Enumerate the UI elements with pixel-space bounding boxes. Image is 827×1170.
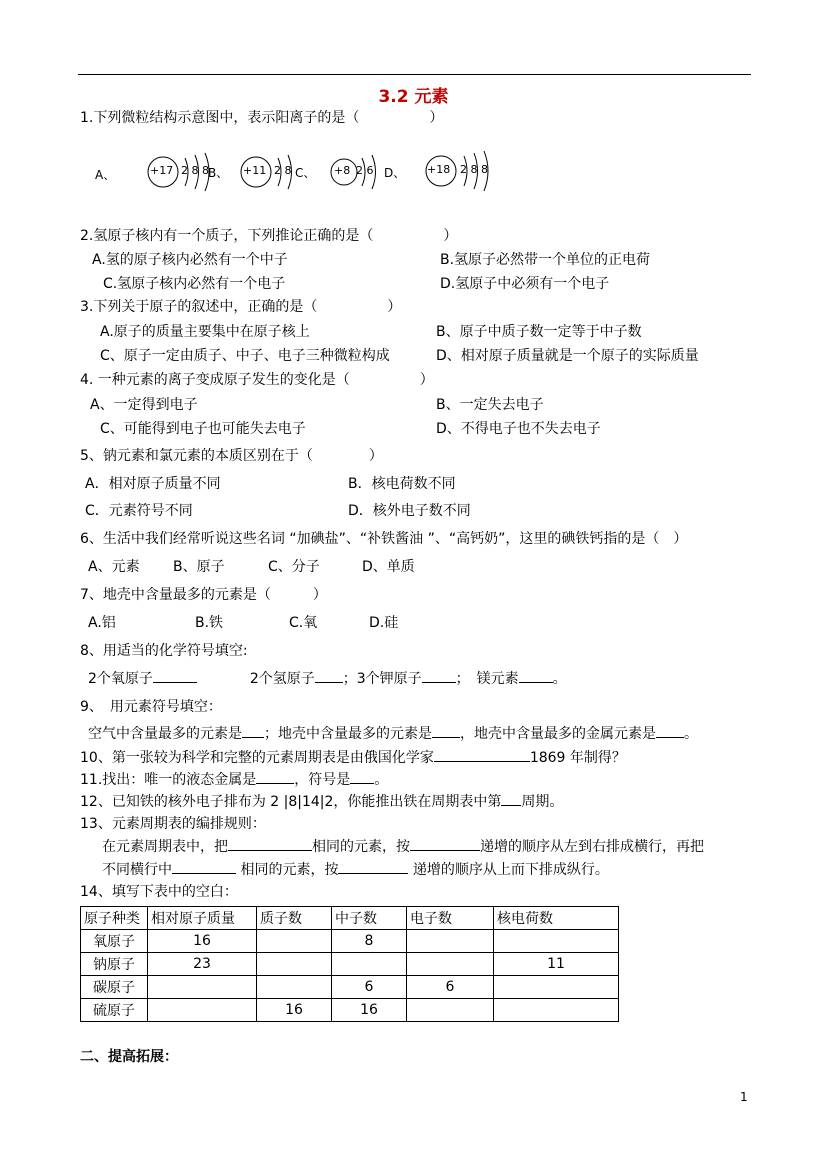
page-title: 3.2 元素 <box>378 87 449 107</box>
table-row <box>81 953 619 976</box>
atom-data-table <box>80 906 619 1022</box>
table-cell: 碳原子 <box>81 976 148 999</box>
q8-oxygen-label: 2个氧原子 <box>88 671 153 687</box>
q10-text-end: 1869 年制得？ <box>529 750 626 766</box>
q9-metal-label: ，地壳中含量最多的金属元素是 <box>460 726 656 742</box>
atom-diagram-b <box>238 150 298 194</box>
q11-symbol-blank[interactable] <box>350 769 374 784</box>
q8-hydrogen-blank[interactable] <box>315 668 343 683</box>
q11-symbol-label: ，符号是 <box>294 772 351 788</box>
q9-blanks-row <box>88 723 698 743</box>
q3-option-b: B、原子中质子数一定等于中子数 <box>436 324 642 340</box>
atom-diagram-d <box>422 148 494 194</box>
table-cell[interactable] <box>257 976 332 999</box>
table-cell[interactable] <box>494 999 619 1022</box>
q1-label-b: B、 <box>208 166 229 180</box>
q13-blank-4[interactable] <box>338 859 408 874</box>
q5-option-d: D．核外电子数不同 <box>348 503 471 519</box>
table-cell: 钠原子 <box>81 953 148 976</box>
q2-option-d: D.氢原子中必须有一个电子 <box>440 276 610 292</box>
table-row <box>81 976 619 999</box>
table-cell[interactable] <box>494 930 619 953</box>
q1-label-a: A、 <box>95 168 116 182</box>
q7-option-c: C.氧 <box>289 615 318 631</box>
q8-potassium-label: ；3个钾原子 <box>342 671 422 687</box>
table-cell: 6 <box>407 976 494 999</box>
q13-l1-text-b: 相同的元素，按 <box>312 839 410 855</box>
q11-row <box>80 769 388 789</box>
q2-option-c: C.氢原子核内必然有一个电子 <box>103 276 286 292</box>
page-number: 1 <box>740 1090 748 1104</box>
atom-b-shells: 2 8 <box>274 164 292 177</box>
q12-row <box>80 791 563 811</box>
q4-option-c: C、可能得到电子也可能失去电子 <box>100 421 306 437</box>
q13-l2-text-b: 相同的元素，按 <box>236 862 339 878</box>
q3-option-a: A.原子的质量主要集中在原子核上 <box>100 324 310 340</box>
atom-a-shells: 2 8 8 <box>181 164 209 177</box>
q12-blank[interactable] <box>501 791 521 806</box>
q4-stem: 4. 一种元素的离子变成原子发生的变化是（ ） <box>80 372 434 388</box>
q13-blank-1[interactable] <box>228 836 312 851</box>
table-cell: 23 <box>148 953 257 976</box>
table-cell: 6 <box>332 976 407 999</box>
q4-option-d: D、不得电子也不失去电子 <box>436 421 601 437</box>
q8-oxygen-blank[interactable] <box>153 668 197 683</box>
q8-potassium-blank[interactable] <box>422 668 456 683</box>
header-rule <box>78 74 751 75</box>
q6-option-b: B、原子 <box>173 559 225 575</box>
atom-d-shells: 2 8 8 <box>460 163 488 176</box>
q11-metal-blank[interactable] <box>256 769 294 784</box>
table-header: 电子数 <box>407 907 494 930</box>
q8-magnesium-label: ； 镁元素 <box>455 671 519 687</box>
q7-stem: 7、地壳中含量最多的元素是（ ） <box>80 587 327 603</box>
q1-label-c: C、 <box>295 166 316 180</box>
q13-blank-2[interactable] <box>410 836 480 851</box>
q13-l1-text-a: 在元素周期表中，把 <box>102 839 228 855</box>
q2-option-b: B.氢原子必然带一个单位的正电荷 <box>440 252 651 268</box>
table-cell[interactable] <box>257 953 332 976</box>
q8-end: 。 <box>552 671 567 687</box>
q12-text: 12、已知铁的核外电子排布为 2 |8|14|2，你能推出铁在周期表中第 <box>80 794 502 810</box>
table-row <box>81 999 619 1022</box>
q11-text: 11.找出：唯一的液态金属是 <box>80 772 257 788</box>
q2-option-a: A.氢的原子核内必然有一个中子 <box>92 252 288 268</box>
table-cell[interactable] <box>407 930 494 953</box>
q5-option-c: C．元素符号不同 <box>85 503 193 519</box>
table-cell: 16 <box>257 999 332 1022</box>
q6-option-c: C、分子 <box>268 559 320 575</box>
q9-stem: 9、 用元素符号填空： <box>80 699 222 715</box>
q9-crust-label: ；地壳中含量最多的元素是 <box>264 726 432 742</box>
q3-stem: 3.下列关于原子的叙述中，正确的是（ ） <box>80 299 402 315</box>
atom-b-nucleus: +11 <box>243 164 267 177</box>
q1-label-d: D、 <box>384 166 406 180</box>
q5-option-b: B．核电荷数不同 <box>348 476 456 492</box>
q13-line1 <box>102 836 704 856</box>
q10-text: 10、第一张较为科学和完整的元素周期表是由俄国化学家 <box>80 750 434 766</box>
atom-diagram-a <box>145 150 215 194</box>
q13-stem: 13、元素周期表的编排规则： <box>80 816 266 832</box>
q8-stem: 8、用适当的化学符号填空: <box>80 643 248 659</box>
q13-l2-text-a: 不同横行中 <box>102 862 172 878</box>
table-row <box>81 930 619 953</box>
table-cell: 8 <box>332 930 407 953</box>
table-header: 中子数 <box>332 907 407 930</box>
table-cell: 硫原子 <box>81 999 148 1022</box>
atom-diagram-c <box>328 150 383 194</box>
table-cell[interactable] <box>148 976 257 999</box>
q9-metal-blank[interactable] <box>656 723 684 738</box>
q7-option-a: A.铝 <box>88 615 116 631</box>
atom-d-nucleus: +18 <box>427 163 451 176</box>
atom-c-shells: 2 6 <box>356 164 374 177</box>
q2-stem: 2.氢原子核内有一个质子，下列推论正确的是（ ） <box>80 228 458 244</box>
table-cell[interactable] <box>257 930 332 953</box>
table-cell: 16 <box>148 930 257 953</box>
q6-option-a: A、元素 <box>88 559 140 575</box>
table-cell: 氧原子 <box>81 930 148 953</box>
q8-hydrogen-label: 2个氢原子 <box>249 671 315 687</box>
q8-magnesium-blank[interactable] <box>519 668 553 683</box>
q14-stem: 14、填写下表中的空白： <box>80 884 238 900</box>
table-cell[interactable] <box>332 953 407 976</box>
q6-stem: 6、生活中我们经常听说这些名词 “加碘盐”、“补铁酱油 ”、“高钙奶”，这里的碘铁钙指的是（ ） <box>80 531 688 547</box>
table-header: 原子种类 <box>81 907 148 930</box>
section-heading: 二、提高拓展： <box>80 1049 178 1065</box>
q9-air-blank[interactable] <box>242 723 264 738</box>
atom-c-nucleus: +8 <box>334 164 351 177</box>
q11-end: 。 <box>374 772 389 788</box>
table-cell[interactable] <box>407 953 494 976</box>
q7-option-b: B.铁 <box>195 615 224 631</box>
table-cell[interactable] <box>148 999 257 1022</box>
q5-stem: 5、钠元素和氯元素的本质区别在于（ ） <box>80 448 383 464</box>
table-cell: 16 <box>332 999 407 1022</box>
q8-blanks-row <box>88 668 567 688</box>
table-cell[interactable] <box>407 999 494 1022</box>
q3-option-d: D、相对原子质量就是一个原子的实际质量 <box>436 348 699 364</box>
table-header: 核电荷数 <box>494 907 619 930</box>
q13-line2 <box>102 859 609 879</box>
atom-a-nucleus: +17 <box>150 164 174 177</box>
table-header: 质子数 <box>257 907 332 930</box>
q13-blank-3[interactable] <box>172 859 236 874</box>
table-cell: 11 <box>494 953 619 976</box>
q9-crust-blank[interactable] <box>432 723 460 738</box>
q12-text-end: 周期。 <box>521 794 564 810</box>
table-header: 相对原子质量 <box>148 907 257 930</box>
q10-row <box>80 747 626 767</box>
q1-stem: 1.下列微粒结构示意图中，表示阳离子的是（ ） <box>80 110 444 126</box>
q9-end: 。 <box>684 726 698 742</box>
q9-air-label: 空气中含量最多的元素是 <box>88 726 242 742</box>
table-cell[interactable] <box>494 976 619 999</box>
q6-option-d: D、单质 <box>362 559 415 575</box>
q3-option-c: C、原子一定由质子、中子、电子三种微粒构成 <box>100 348 390 364</box>
table-header-row <box>81 907 619 930</box>
q4-option-b: B、一定失去电子 <box>436 397 544 413</box>
q13-l1-text-c: 递增的顺序从左到右排成横行，再把 <box>480 839 704 855</box>
q13-l2-text-c: 递增的顺序从上而下排成纵行。 <box>408 862 609 878</box>
q5-option-a: A．相对原子质量不同 <box>85 476 221 492</box>
q7-option-d: D.硅 <box>369 615 399 631</box>
q4-option-a: A、一定得到电子 <box>90 397 198 413</box>
q10-blank[interactable] <box>434 747 530 762</box>
